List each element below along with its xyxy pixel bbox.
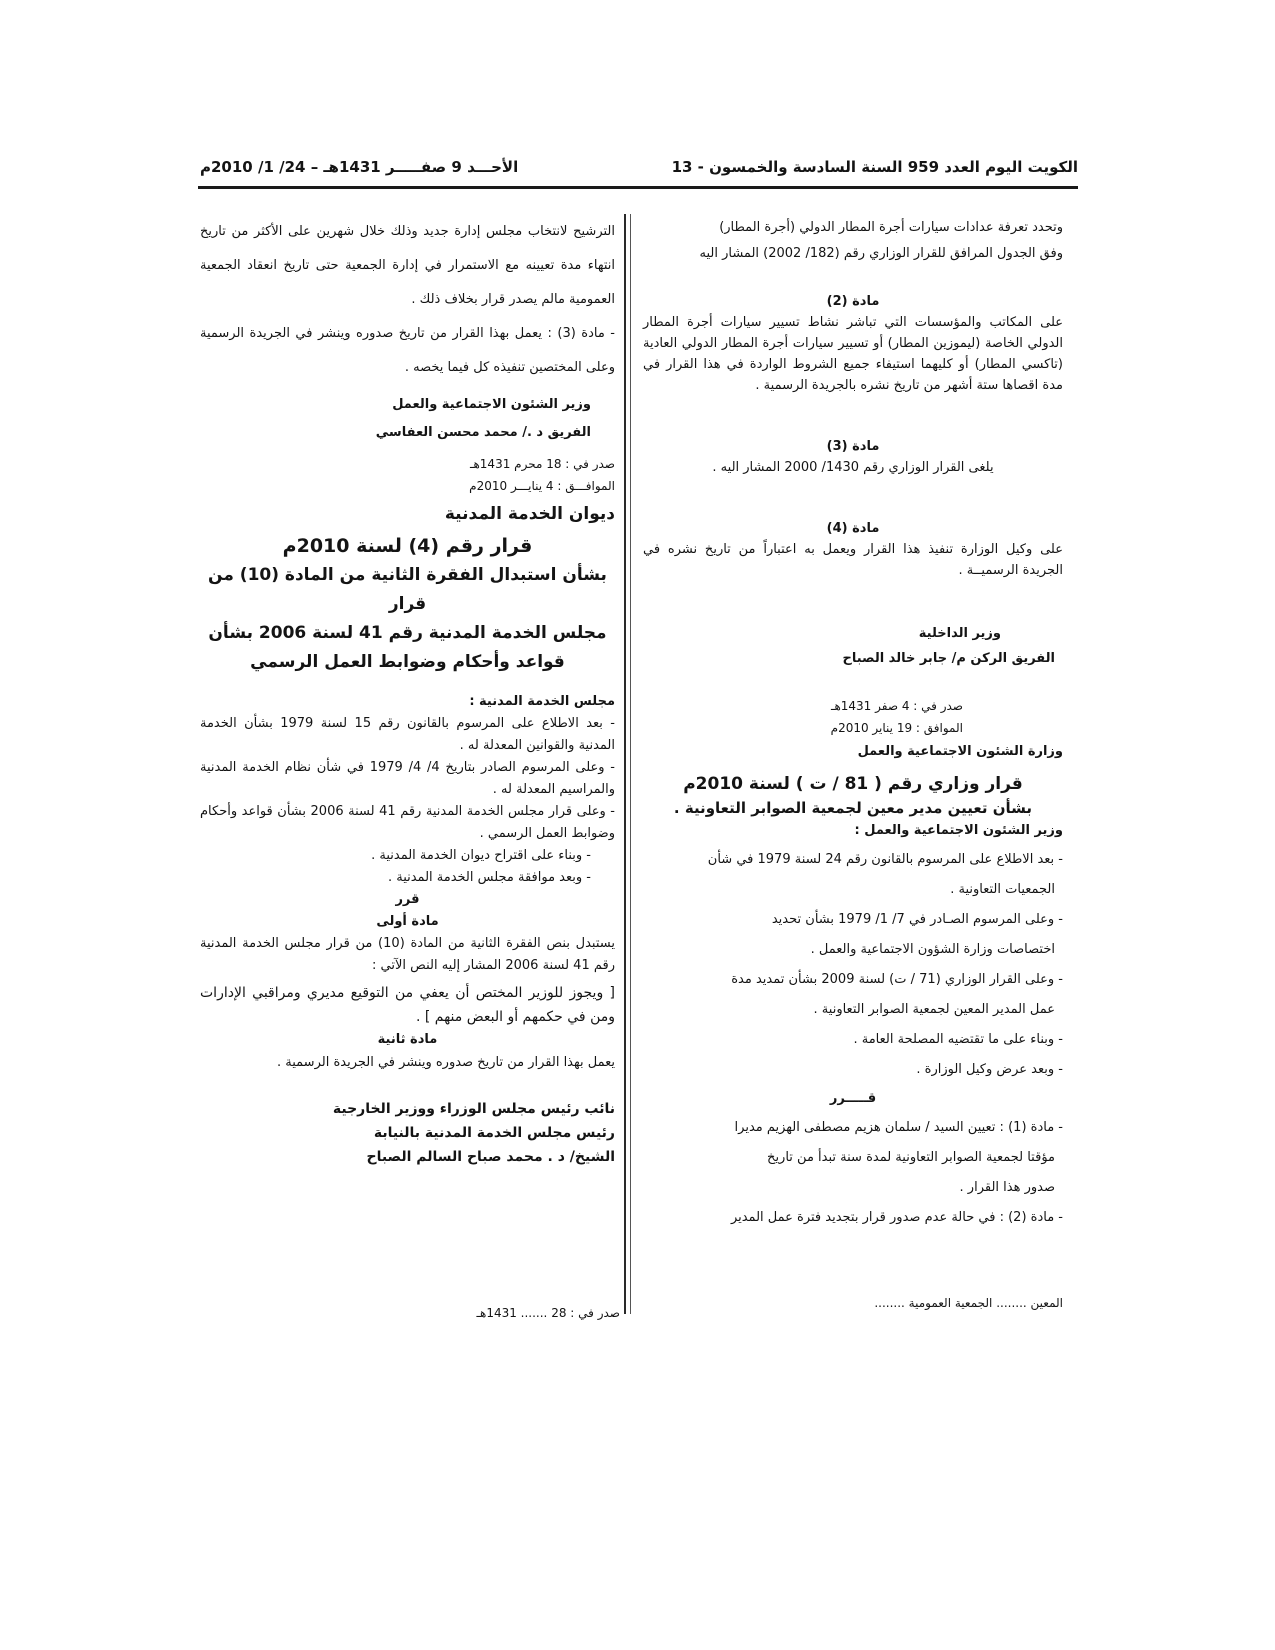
article-text: على وكيل الوزارة تنفيذ هذا القرار ويعمل به اعتباراً من تاريخ نشره في الجريدة الرسميــة . bbox=[643, 542, 1063, 578]
page-header bbox=[200, 158, 1078, 186]
article-text: على المكاتب والمؤسسات التي تباشر نشاط تسيير سيارات أجرة المطار الدولي الخاصة (ليموزين المطار) أو تسيير سيارات أجرة المطار الدولي العادية (تاكسي المطار) أو كليهما استيفاء جميع الشروط الواردة في هذا القرار في مدة اقصاها ستة أشهر من تاريخ نشره بالجريدة الرسمية . bbox=[643, 315, 1063, 393]
ministry-heading: وزارة الشئون الاجتماعية والعمل bbox=[857, 744, 1063, 759]
article-line: - مادة (2) : في حالة عدم صدور قرار بتجديد فترة عمل المدير bbox=[730, 1210, 1063, 1225]
article-heading: مادة (4) bbox=[826, 521, 880, 536]
preamble-line: - وعلى المرسوم الصـادر في 7/ 1/ 1979 بشأن تحديد bbox=[771, 912, 1063, 927]
preamble-paragraph: - وعلى قرار مجلس الخدمة المدنية رقم 41 لسنة 2006 بشأن قواعد وأحكام وضوابط العمل الرسمي . bbox=[200, 804, 615, 841]
article-text: يلغى القرار الوزاري رقم 1430/ 2000 المشار اليه . bbox=[712, 460, 994, 475]
decision-subject-line: بشأن استبدال الفقرة الثانية من المادة (10) من قرار bbox=[208, 565, 607, 614]
preamble-line: - وبعد موافقة مجلس الخدمة المدنية . bbox=[387, 870, 591, 885]
article-heading: مادة ثانية bbox=[377, 1032, 438, 1047]
minister-title: وزير الداخلية bbox=[918, 626, 1001, 641]
decision-subject: بشأن تعيين مدير معين لجمعية الصوابر التعاونية . bbox=[673, 799, 1033, 817]
preamble-line: - وبناء على اقتراح ديوان الخدمة المدنية . bbox=[371, 848, 591, 863]
decision-subject-line: قواعد وأحكام وضوابط العمل الرسمي bbox=[250, 652, 565, 672]
preamble-line: الجمعيات التعاونية . bbox=[950, 882, 1055, 897]
preamble-paragraph: - بعد الاطلاع على المرسوم بالقانون رقم 15 لسنة 1979 بشأن الخدمة المدنية والقوانين المعدلة له . bbox=[200, 716, 615, 753]
column-divider-inner bbox=[630, 214, 631, 1314]
decision-subject-line: مجلس الخدمة المدنية رقم 41 لسنة 2006 بشأن bbox=[208, 623, 607, 643]
article-text: - مادة (3) : يعمل بهذا القرار من تاريخ صدوره وينشر في الجريدة الرسمية وعلى المختصين تنفيذه كل فيما يخصه . bbox=[200, 326, 615, 375]
decision-title: قرار وزاري رقم ( 81 / ت ) لسنة 2010م bbox=[683, 774, 1023, 794]
header-date: الأحـــد 9 صفـــــر 1431هـ – 24/ 1/ 2010م bbox=[200, 158, 519, 176]
decision-title: قرار رقم (4) لسنة 2010م bbox=[282, 535, 533, 557]
issued-date: صدر في : 4 صفر 1431هـ bbox=[830, 699, 963, 713]
bureau-heading: ديوان الخدمة المدنية bbox=[444, 504, 615, 524]
article-text: يعمل بهذا القرار من تاريخ صدوره وينشر في الجريدة الرسمية . bbox=[277, 1055, 615, 1070]
preamble-line: - وبعد عرض وكيل الوزارة . bbox=[916, 1062, 1063, 1077]
signature-line: الشيخ/ د . محمد صباح السالم الصباح bbox=[366, 1149, 615, 1165]
minister-name: الفريق الركن م/ جابر خالد الصباح bbox=[842, 651, 1055, 666]
minister-name: الفريق د ./ محمد محسن العفاسي bbox=[375, 425, 591, 440]
issued-date: صدر في : 18 محرم 1431هـ bbox=[469, 457, 615, 471]
article-heading: مادة (3) bbox=[826, 439, 880, 454]
decided-word: قـــــرر bbox=[829, 1091, 877, 1106]
header-issue-info: الكويت اليوم العدد 959 السنة السادسة والخمسون - 13 bbox=[671, 158, 1078, 176]
article-line: صدور هذا القرار . bbox=[959, 1180, 1055, 1195]
clipped-text: المعين ........ الجمعية العمومية ........ bbox=[874, 1296, 1063, 1310]
corresponding-date: الموافـــق : 4 ينايـــر 2010م bbox=[469, 479, 615, 493]
council-intro: مجلس الخدمة المدنية : bbox=[469, 694, 615, 709]
intro-line: وتحدد تعرفة عدادات سيارات أجرة المطار الدولي (أجرة المطار) bbox=[719, 220, 1063, 235]
preamble-line: اختصاصات وزارة الشؤون الاجتماعية والعمل . bbox=[810, 942, 1055, 957]
corresponding-date: الموافق : 19 يناير 2010م bbox=[830, 721, 963, 735]
article-heading: مادة أولى bbox=[376, 914, 439, 929]
article-line: - مادة (1) : تعيين السيد / سلمان هزيم مصطفى الهزيم مديرا bbox=[734, 1120, 1063, 1135]
preamble-line: - وعلى القرار الوزاري (71 / ت) لسنة 2009 بشأن تمديد مدة bbox=[731, 972, 1063, 987]
minister-intro: وزير الشئون الاجتماعية والعمل : bbox=[854, 823, 1063, 838]
continuation-text: الترشيح لانتخاب مجلس إدارة جديد وذلك خلال شهرين على الأكثر من تاريخ انتهاء مدة تعيينه مع الاستمرار في إدارة الجمعية حتى تاريخ انعقاد الجمعية العمومية مالم يصدر قرار بخلاف ذلك . bbox=[200, 224, 615, 307]
article-line: مؤقتا لجمعية الصوابر التعاونية لمدة سنة تبدأ من تاريخ bbox=[767, 1150, 1055, 1165]
intro-line: وفق الجدول المرافق للقرار الوزاري رقم (182/ 2002) المشار اليه bbox=[699, 246, 1063, 261]
column-divider bbox=[624, 214, 626, 1314]
article-text: يستبدل بنص الفقرة الثانية من المادة (10) من قرار مجلس الخدمة المدنية رقم 41 لسنة 2006 المشار إليه النص الآتي : bbox=[200, 936, 615, 973]
preamble-paragraph: - وعلى المرسوم الصادر بتاريخ 4/ 4/ 1979 في شأن نظام الخدمة المدنية والمراسيم المعدلة له . bbox=[200, 760, 615, 797]
signature-line: رئيس مجلس الخدمة المدنية بالنيابة bbox=[373, 1125, 615, 1141]
clipped-text: صدر في : 28 ....... 1431هـ bbox=[476, 1306, 620, 1320]
minister-title: وزير الشئون الاجتماعية والعمل bbox=[392, 397, 591, 412]
preamble-line: عمل المدير المعين لجمعية الصوابر التعاونية . bbox=[813, 1002, 1055, 1017]
article-heading: مادة (2) bbox=[826, 294, 880, 309]
preamble-line: - بعد الاطلاع على المرسوم بالقانون رقم 24 لسنة 1979 في شأن bbox=[707, 852, 1063, 867]
signature-line: نائب رئيس مجلس الوزراء ووزير الخارجية bbox=[332, 1101, 615, 1117]
header-rule bbox=[198, 186, 1078, 189]
left-column bbox=[200, 215, 615, 1169]
article-quote: [ ويجوز للوزير المختص أن يعفي من التوقيع مديري ومراقبي الإدارات ومن في حكمهم أو البعض منهم ] . bbox=[200, 985, 615, 1025]
decided-word: قرر bbox=[395, 892, 420, 907]
preamble-line: - وبناء على ما تقتضيه المصلحة العامة . bbox=[853, 1032, 1063, 1047]
right-column bbox=[643, 215, 1063, 1233]
